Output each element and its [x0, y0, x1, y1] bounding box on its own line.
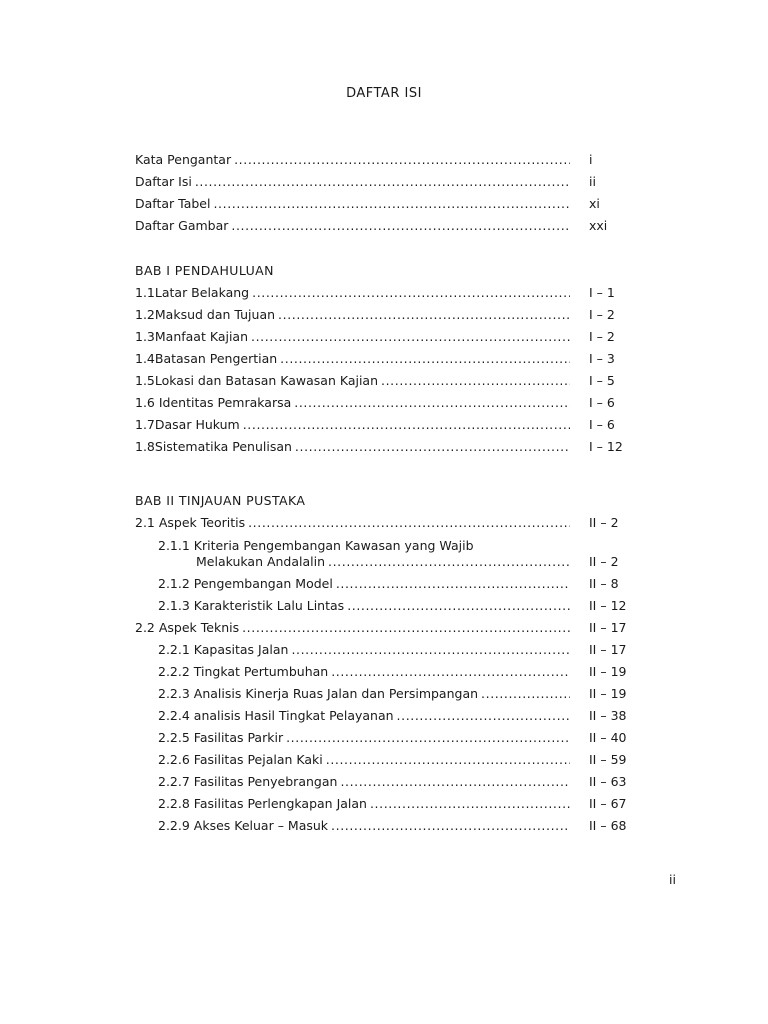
toc-entry-label: 1.8Sistematika Penulisan — [135, 439, 292, 454]
leader-dots — [280, 349, 570, 369]
leader-dots — [326, 750, 570, 770]
toc-entry-label: 2.2.9 Akses Keluar – Masuk — [158, 818, 329, 833]
toc-entry-label: 2.2.1 Kapasitas Jalan — [158, 642, 289, 657]
toc-entry-label: 2.2.3 Analisis Kinerja Ruas Jalan dan Persimpangan — [158, 686, 479, 701]
toc-entry-label: Daftar Isi — [135, 174, 192, 189]
toc-entry[interactable] — [158, 772, 570, 792]
toc-page-number: I – 2 — [589, 329, 615, 344]
leader-dots — [286, 728, 570, 748]
leader-dots — [370, 794, 570, 814]
toc-entry[interactable] — [135, 513, 570, 533]
leader-dots — [213, 194, 570, 214]
leader-dots — [381, 371, 570, 391]
toc-entry-label: 2.1.2 Pengembangan Model — [158, 576, 333, 591]
toc-entry[interactable] — [158, 816, 570, 836]
toc-page-number: II – 8 — [589, 576, 619, 591]
page-title: DAFTAR ISI — [346, 86, 422, 101]
toc-entry-label: 2.1.3 Karakteristik Lalu Lintas — [158, 598, 345, 613]
toc-entry-label: Daftar Gambar — [135, 218, 229, 233]
toc-entry-label: 2.2.5 Fasilitas Parkir — [158, 730, 284, 745]
toc-page-number: II – 38 — [589, 708, 627, 723]
toc-entry-daftar-tabel[interactable] — [135, 194, 570, 214]
toc-page-number: I – 3 — [589, 351, 615, 366]
leader-dots — [336, 574, 570, 594]
leader-dots — [331, 816, 570, 836]
page-number-footer: ii — [669, 872, 676, 887]
toc-entry-label: 1.6 Identitas Pemrakarsa — [135, 395, 292, 410]
toc-page-number: i — [589, 152, 593, 167]
leader-dots — [328, 552, 570, 572]
toc-entry[interactable] — [135, 618, 570, 638]
toc-page-number: II – 67 — [589, 796, 627, 811]
toc-entry[interactable] — [135, 415, 570, 435]
toc-entry[interactable] — [135, 327, 570, 347]
toc-page-number: II – 17 — [589, 620, 627, 635]
toc-page-number: II – 40 — [589, 730, 627, 745]
leader-dots — [195, 172, 570, 192]
toc-entry-label: 1.5Lokasi dan Batasan Kawasan Kajian — [135, 373, 379, 388]
leader-dots — [251, 327, 570, 347]
toc-entry-label: 2.2 Aspek Teknis — [135, 620, 240, 635]
toc-page-number: II – 17 — [589, 642, 627, 657]
toc-entry-label: 1.1Latar Belakang — [135, 285, 250, 300]
toc-page-number: I – 6 — [589, 417, 615, 432]
leader-dots — [278, 305, 570, 325]
toc-entry-label: 2.1 Aspek Teoritis — [135, 515, 246, 530]
toc-entry[interactable] — [158, 574, 570, 594]
toc-entry-kata-pengantar[interactable] — [135, 150, 570, 170]
toc-entry-label[interactable]: 2.1.1 Kriteria Pengembangan Kawasan yang Wajib — [158, 538, 474, 553]
leader-dots — [231, 216, 570, 236]
toc-page-number: II – 12 — [589, 598, 627, 613]
toc-page-number: I – 12 — [589, 439, 623, 454]
toc-entry-label: Kata Pengantar — [135, 152, 232, 167]
toc-entry-label: 2.2.4 analisis Hasil Tingkat Pelayanan — [158, 708, 394, 723]
leader-dots — [234, 150, 570, 170]
toc-entry[interactable] — [158, 640, 570, 660]
toc-page-number: II – 63 — [589, 774, 627, 789]
toc-page-number: xi — [589, 196, 600, 211]
leader-dots — [248, 513, 570, 533]
leader-dots — [252, 283, 570, 303]
toc-entry[interactable] — [135, 349, 570, 369]
toc-page-number: II – 59 — [589, 752, 627, 767]
leader-dots — [481, 684, 570, 704]
leader-dots — [331, 662, 570, 682]
leader-dots — [242, 618, 570, 638]
toc-page-number: I – 2 — [589, 307, 615, 322]
toc-entry[interactable] — [135, 371, 570, 391]
toc-page-number: II – 2 — [589, 554, 619, 569]
toc-page-number: xxi — [589, 218, 608, 233]
toc-entry[interactable] — [135, 437, 570, 457]
toc-entry-daftar-isi[interactable] — [135, 172, 570, 192]
leader-dots — [340, 772, 570, 792]
toc-entry-label: 1.4Batasan Pengertian — [135, 351, 278, 366]
toc-entry-label: 2.2.2 Tingkat Pertumbuhan — [158, 664, 329, 679]
leader-dots — [291, 640, 570, 660]
toc-entry[interactable] — [135, 393, 570, 413]
toc-entry[interactable] — [158, 684, 570, 704]
toc-entry[interactable] — [158, 750, 570, 770]
toc-page-number: ii — [589, 174, 596, 189]
toc-page-number: II – 68 — [589, 818, 627, 833]
toc-entry[interactable] — [158, 662, 570, 682]
leader-dots — [243, 415, 570, 435]
toc-entry[interactable] — [135, 305, 570, 325]
toc-entry-label: Daftar Tabel — [135, 196, 211, 211]
toc-entry[interactable] — [196, 552, 570, 572]
chapter-heading-bab-1: BAB I PENDAHULUAN — [135, 263, 274, 278]
toc-entry[interactable] — [158, 728, 570, 748]
chapter-heading-bab-2: BAB II TINJAUAN PUSTAKA — [135, 493, 306, 508]
toc-page-number: I – 6 — [589, 395, 615, 410]
toc-page-number: II – 2 — [589, 515, 619, 530]
toc-entry-daftar-gambar[interactable] — [135, 216, 570, 236]
toc-entry-label: 2.2.7 Fasilitas Penyebrangan — [158, 774, 338, 789]
toc-entry[interactable] — [158, 794, 570, 814]
toc-entry-label: 1.3Manfaat Kajian — [135, 329, 249, 344]
toc-entry-label: 2.2.6 Fasilitas Pejalan Kaki — [158, 752, 323, 767]
leader-dots — [295, 437, 570, 457]
toc-entry-label: 2.2.8 Fasilitas Perlengkapan Jalan — [158, 796, 367, 811]
toc-page-number: II – 19 — [589, 686, 627, 701]
toc-page-number: I – 5 — [589, 373, 615, 388]
toc-entry[interactable] — [135, 283, 570, 303]
leader-dots — [397, 706, 570, 726]
toc-entry[interactable] — [158, 596, 570, 616]
leader-dots — [347, 596, 570, 616]
toc-page-number: II – 19 — [589, 664, 627, 679]
toc-entry-label: 1.7Dasar Hukum — [135, 417, 240, 432]
toc-entry-label: Melakukan Andalalin — [196, 554, 326, 569]
toc-entry[interactable] — [158, 706, 570, 726]
toc-page-number: I – 1 — [589, 285, 615, 300]
leader-dots — [294, 393, 570, 413]
toc-entry-label: 1.2Maksud dan Tujuan — [135, 307, 276, 322]
